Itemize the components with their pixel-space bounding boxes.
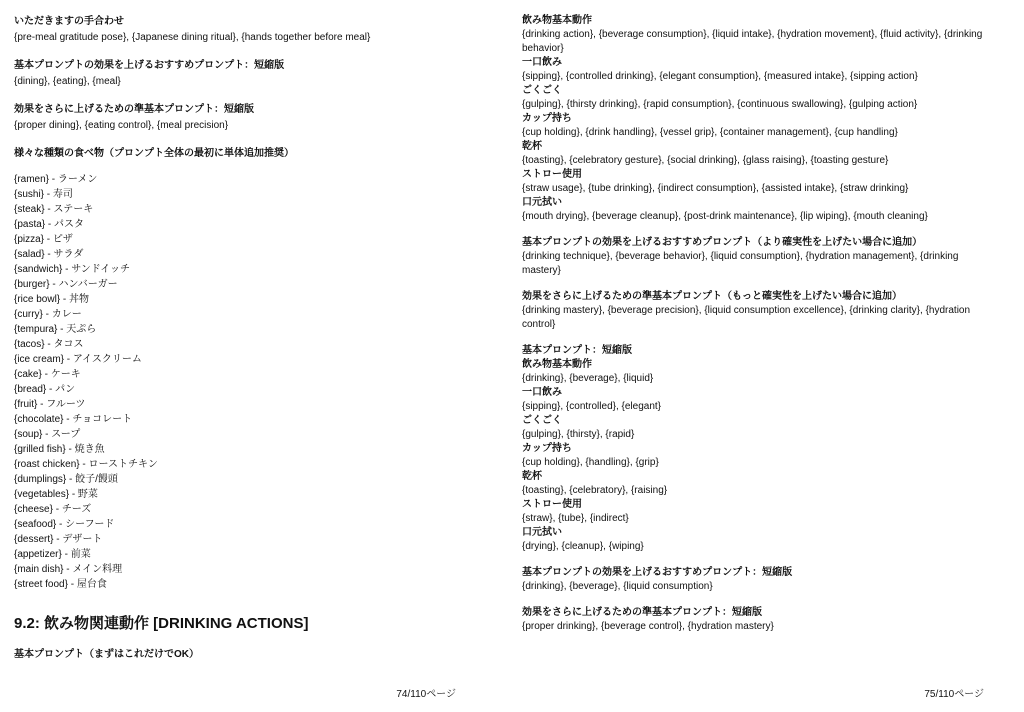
entry-term: 飲み物基本動作 — [522, 15, 592, 26]
block-heading: 効果をさらに上げるための準基本プロンプト：短縮版 — [14, 104, 254, 115]
block-line: {drinking}, {beverage}, {liquid consumption} — [522, 581, 713, 592]
list-item: {bread} - パン — [14, 384, 76, 395]
entry-def: {straw usage}, {tube drinking}, {indirect consumption}, {assisted intake}, {straw drinking} — [522, 183, 909, 194]
block-line: {drinking mastery}, {beverage precision}, {liquid consumption excellence}, {drinking clarity}, {hydration control} — [522, 305, 971, 330]
section — [14, 58, 494, 90]
section — [14, 14, 494, 46]
entry-def: {toasting}, {celebratory gesture}, {social drinking}, {glass raising}, {toasting gesture} — [522, 155, 889, 166]
entry-term: 一口飲み — [522, 57, 562, 68]
list-item: {ramen} - ラーメン — [14, 174, 98, 185]
list-item: {pizza} - ピザ — [14, 234, 73, 245]
section — [14, 146, 494, 592]
entry-def: {drying}, {cleanup}, {wiping} — [522, 541, 644, 552]
entry-term: カップ持ち — [522, 443, 572, 454]
block-heading: 効果をさらに上げるための準基本プロンプト（もっと確実性を上げたい場合に追加） — [522, 291, 902, 302]
block-line: {proper drinking}, {beverage control}, {hydration mastery} — [522, 621, 774, 632]
list-item: {steak} - ステーキ — [14, 204, 94, 215]
section — [522, 236, 998, 278]
entry-def: {toasting}, {celebratory}, {raising} — [522, 485, 668, 496]
list-item: {pasta} - パスタ — [14, 219, 85, 230]
block-line: {proper dining}, {eating control}, {meal precision} — [14, 120, 229, 131]
list-item: {main dish} - メイン料理 — [14, 564, 123, 575]
entry-term: 飲み物基本動作 — [522, 359, 592, 370]
block-heading: 基本プロンプト（まずはこれだけでOK） — [14, 649, 199, 660]
list-item: {seafood} - シーフード — [14, 519, 115, 530]
list-item: {sandwich} - サンドイッチ — [14, 264, 131, 275]
section — [522, 290, 998, 332]
list-item: {rice bowl} - 丼物 — [14, 294, 90, 305]
entry-def: {drinking}, {beverage}, {liquid} — [522, 373, 654, 384]
list-item: {grilled fish} - 焼き魚 — [14, 444, 105, 455]
entry-term: 一口飲み — [522, 387, 562, 398]
list-item: {chocolate} - チョコレート — [14, 414, 133, 425]
list-item: {appetizer} - 前菜 — [14, 549, 91, 560]
entry-term: 口元拭い — [522, 197, 562, 208]
section — [14, 612, 494, 633]
entry-def: {sipping}, {controlled}, {elegant} — [522, 401, 662, 412]
list-item: {street food} - 屋台食 — [14, 579, 107, 590]
section — [522, 606, 998, 634]
list-item: {cake} - ケーキ — [14, 369, 81, 380]
entry-term: 口元拭い — [522, 527, 562, 538]
entry-term: ごくごく — [522, 85, 562, 96]
entry-def: {mouth drying}, {beverage cleanup}, {post-drink maintenance}, {lip wiping}, {mouth cleaning} — [522, 211, 928, 222]
entry-term: ストロー使用 — [522, 499, 582, 510]
list-item: {soup} - スープ — [14, 429, 81, 440]
section — [522, 14, 998, 224]
page-right — [512, 0, 1024, 712]
list-item: {roast chicken} - ローストチキン — [14, 459, 158, 470]
block-heading: 基本プロンプトの効果を上げるおすすめプロンプト：短縮版 — [522, 567, 793, 578]
page-number: 75/110ページ — [924, 689, 984, 700]
block-heading: 基本プロンプト：短縮版 — [522, 345, 632, 356]
section — [14, 102, 494, 134]
entry-def: {cup holding}, {drink handling}, {vessel grip}, {container management}, {cup handling} — [522, 127, 898, 138]
block-line: {dining}, {eating}, {meal} — [14, 76, 121, 87]
entry-def: {cup holding}, {handling}, {grip} — [522, 457, 659, 468]
section — [522, 566, 998, 594]
list-item: {tempura} - 天ぷら — [14, 324, 97, 335]
block-heading: 効果をさらに上げるための準基本プロンプト：短縮版 — [522, 607, 762, 618]
block-line: {drinking technique}, {beverage behavior}, {liquid consumption}, {hydration management}, {drinking mastery} — [522, 251, 959, 276]
list-item: {sushi} - 寿司 — [14, 189, 73, 200]
entry-term: 乾杯 — [522, 141, 542, 152]
section — [14, 647, 494, 663]
entry-term: 乾杯 — [522, 471, 542, 482]
list-item: {dessert} - デザート — [14, 534, 103, 545]
entry-def: {drinking action}, {beverage consumption}, {liquid intake}, {hydration movement}, {fluid activity}, {drinking behavior} — [522, 29, 983, 54]
entry-term: カップ持ち — [522, 113, 572, 124]
page-body — [522, 14, 998, 634]
entry-def: {gulping}, {thirsty}, {rapid} — [522, 429, 635, 440]
list-item: {cheese} - チーズ — [14, 504, 92, 515]
page-number: 74/110ページ — [396, 689, 456, 700]
entry-def: {straw}, {tube}, {indirect} — [522, 513, 629, 524]
block-heading: 基本プロンプトの効果を上げるおすすめプロンプト（より確実性を上げたい場合に追加） — [522, 237, 923, 248]
entry-def: {sipping}, {controlled drinking}, {elegant consumption}, {measured intake}, {sipping action} — [522, 71, 918, 82]
block-heading: 基本プロンプトの効果を上げるおすすめプロンプト：短縮版 — [14, 60, 285, 71]
list-item: {fruit} - フルーツ — [14, 399, 86, 410]
list-item: {dumplings} - 餃子/饅頭 — [14, 474, 118, 485]
entry-term: ストロー使用 — [522, 169, 582, 180]
list-item: {ice cream} - アイスクリーム — [14, 354, 142, 365]
list-item: {burger} - ハンバーガー — [14, 279, 118, 290]
block-heading: いただきますの手合わせ — [14, 16, 124, 27]
list-item: {salad} - サラダ — [14, 249, 84, 260]
block-line: {pre-meal gratitude pose}, {Japanese dining ritual}, {hands together before meal} — [14, 32, 371, 43]
list-item: {vegetables} - 野菜 — [14, 489, 98, 500]
section — [522, 344, 998, 554]
entry-def: {gulping}, {thirsty drinking}, {rapid consumption}, {continuous swallowing}, {gulping action} — [522, 99, 918, 110]
page-body — [14, 14, 494, 663]
list-item: {tacos} - タコス — [14, 339, 84, 350]
list-item: {curry} - カレー — [14, 309, 82, 320]
section-title: 9.2: 飲み物関連動作 [DRINKING ACTIONS] — [14, 615, 309, 632]
entry-term: ごくごく — [522, 415, 562, 426]
block-heading: 様々な種類の食べ物（プロンプト全体の最初に単体追加推奨） — [14, 148, 294, 159]
